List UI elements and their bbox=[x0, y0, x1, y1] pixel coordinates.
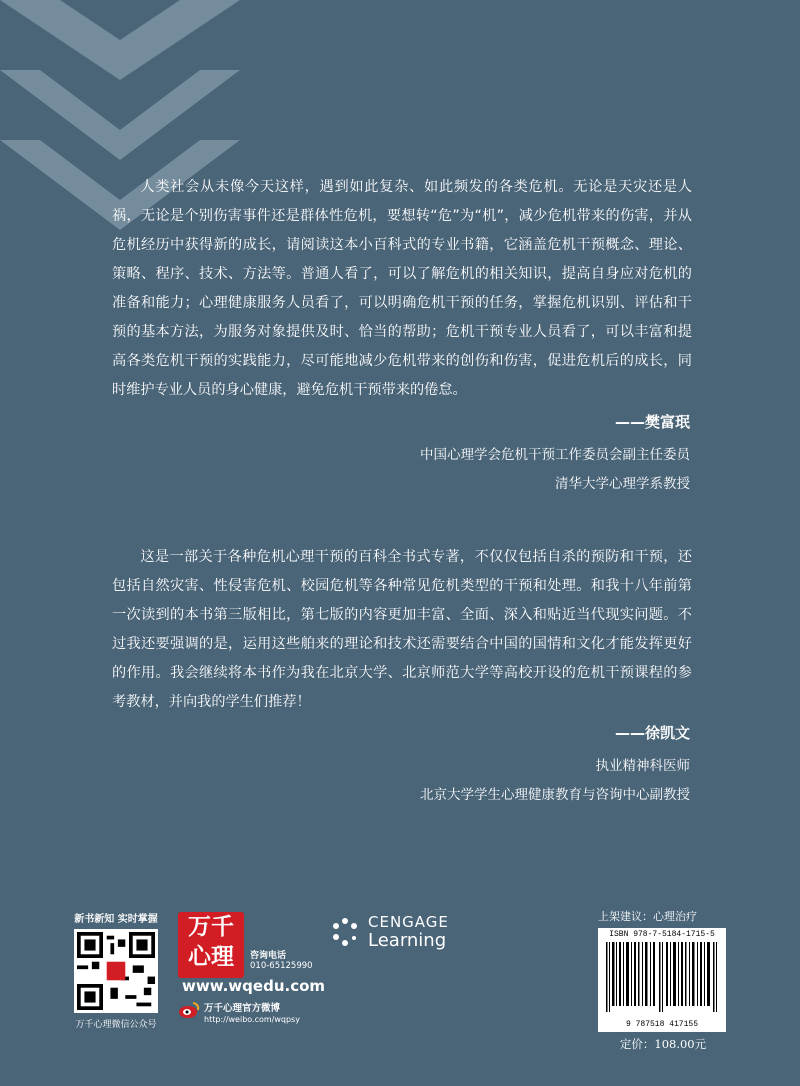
learning-name: Learning bbox=[368, 930, 447, 951]
barcode-bars bbox=[604, 942, 720, 1012]
isbn-text: ISBN 978-7-5184-1715-5 bbox=[609, 930, 715, 939]
author-role: 执业精神科医师 bbox=[595, 758, 690, 774]
wanqian-logo bbox=[178, 912, 244, 978]
quote-text: 人类社会从未像今天这样，遇到如此复杂、如此频发的各类危机。无论是天灾还是人祸，无论是个别伤害事件还是群体性危机，要想转“危”为“机”，减少危机带来的伤害，并从危机经历中获得新的成长，请阅读这本小百科式的专业书籍，它涵盖危机干预概念、理论、策略、程序、技术、方法等。普通人看了，可以了解危机的相关知识，提高自身应对危机的准备和能力；心理健康服务人员看了，可以明确危机干预的任务，掌握危机识别、评估和干预的基本方法，为服务对象提供及时、恰当的帮助；危机干预专业人员看了，可以丰富和提高各类危机干预的实践能力，尽可能地减少危机带来的创伤和伤害，促进危机后的成长，同时维护专业人员的身心健康，避免危机干预带来的倦怠。 bbox=[112, 179, 692, 398]
cengage-logo bbox=[330, 912, 449, 951]
qr-block bbox=[72, 910, 160, 1030]
barcode-area bbox=[598, 908, 728, 1052]
barcode bbox=[598, 928, 726, 1032]
quote-author: ——樊富珉 bbox=[614, 413, 690, 431]
qr-caption: 万千心理微信公众号 bbox=[75, 1020, 157, 1030]
qr-code[interactable] bbox=[74, 929, 158, 1013]
cengage-mark-icon bbox=[330, 917, 360, 947]
quote-author: ——徐凯文 bbox=[614, 724, 690, 742]
weibo-block[interactable] bbox=[178, 996, 300, 1024]
phone-number: 010-65125990 bbox=[250, 961, 313, 971]
weibo-icon bbox=[178, 1001, 200, 1019]
qr-pattern bbox=[77, 932, 155, 1010]
weibo-url: http://weibo.com/wqpsy bbox=[204, 1015, 300, 1024]
phone-label: 咨询电话 bbox=[250, 951, 287, 961]
quote-block-2 bbox=[112, 543, 692, 717]
phone-block bbox=[250, 948, 313, 971]
quote-text: 这是一部关于各种危机心理干预的百科全书式专著，不仅仅包括自杀的预防和干预，还包括自然灾害、性侵害危机、校园危机等各种常见危机类型的干预和处理。和我十八年前第一次读到的本书第三版相比，第七版的内容更加丰富、全面、深入和贴近当代现实问题。不过我还要强调的是，运用这些舶来的理论和技术还需要结合中国的国情和文化才能发挥更好的作用。我会继续将本书作为我在北京大学、北京师范大学等高校开设的危机干预课程的参考教材，并向我的学生们推荐！ bbox=[112, 549, 692, 710]
qr-title: 新书新知 实时掌握 bbox=[74, 914, 158, 925]
author-role: 北京大学学生心理健康教育与咨询中心副教授 bbox=[420, 787, 690, 803]
website-link[interactable]: www.wqedu.com bbox=[182, 977, 326, 995]
price: 定价：108.00元 bbox=[619, 1037, 707, 1051]
quote-block-1 bbox=[112, 173, 692, 405]
logo-line-2: 心理 bbox=[188, 944, 234, 970]
cengage-name: CENGAGE bbox=[368, 913, 449, 931]
author-role: 中国心理学会危机干预工作委员会副主任委员 bbox=[420, 447, 690, 463]
author-role: 清华大学心理学系教授 bbox=[555, 476, 690, 492]
shelf-suggestion: 上架建议：心理治疗 bbox=[598, 910, 697, 923]
barcode-digits: 9 787518 417155 bbox=[625, 1020, 698, 1029]
logo-line-1: 万千 bbox=[188, 914, 234, 940]
weibo-name: 万千心理官方微博 bbox=[204, 1003, 281, 1014]
